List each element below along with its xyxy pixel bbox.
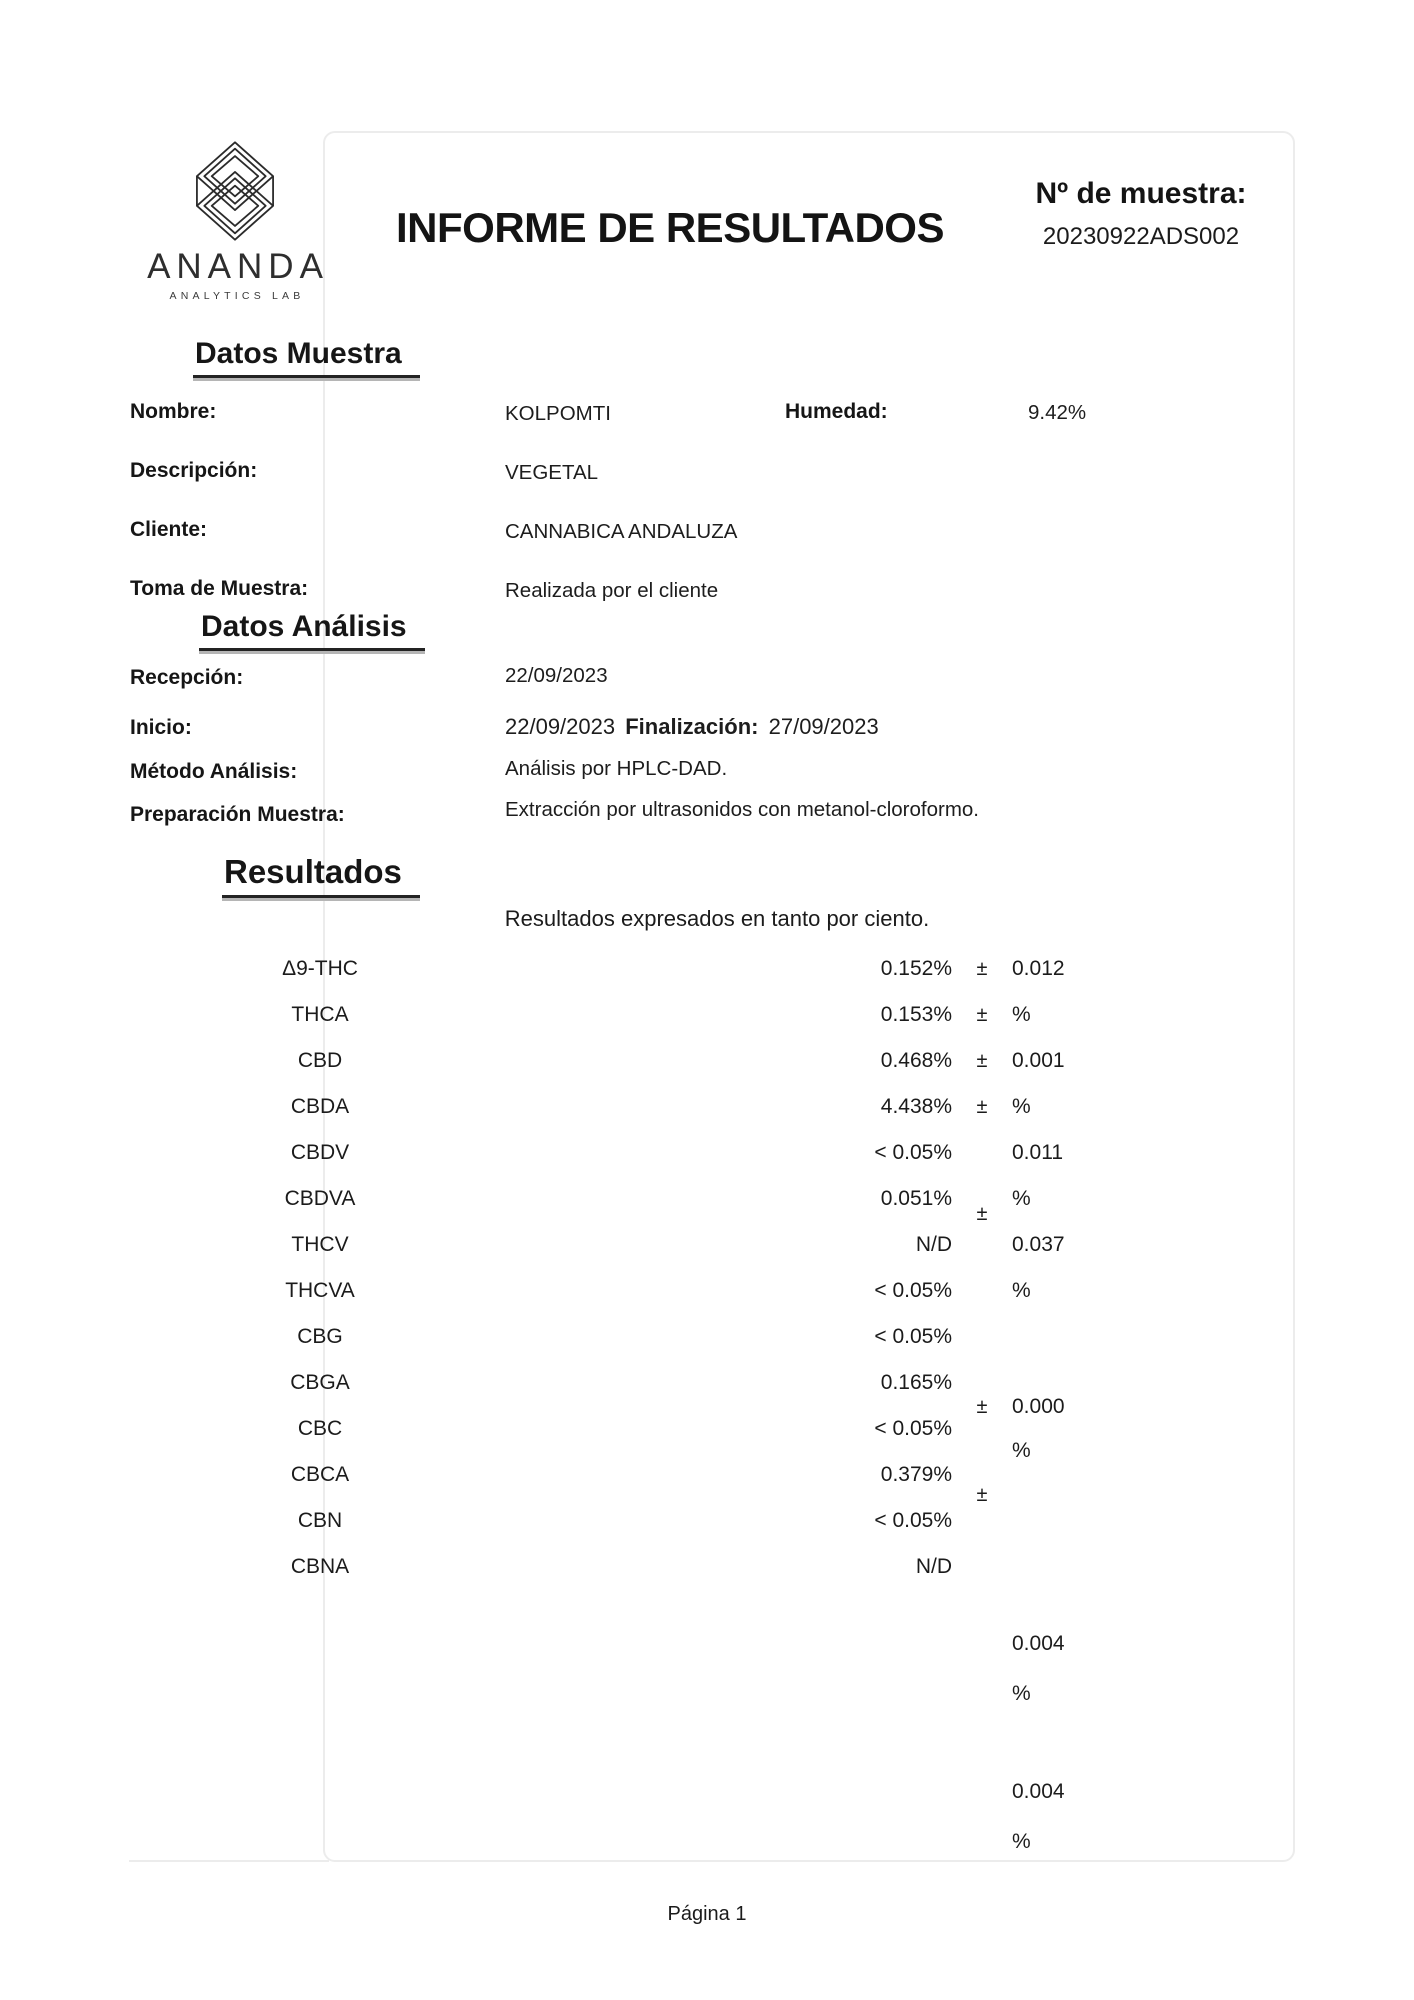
analyte-name: Δ9-THC [282,957,358,980]
field-label-preparacion-muestra: Preparación Muestra: [130,803,345,826]
plus-minus-sign: ± [976,1203,988,1225]
analyte-value: < 0.05% [874,1279,952,1302]
result-row-thcva [150,1268,1160,1314]
analyte-value: N/D [915,1233,952,1256]
result-row-cbdva [150,1176,1160,1225]
plus-minus-sign: ± [976,1096,988,1118]
analyte-name: CBNA [290,1555,350,1578]
analyte-value: 0.379% [880,1463,952,1486]
page-title: INFORME DE RESULTADOS [396,204,944,251]
result-row-d9-thc [150,946,1160,992]
content-frame-bottom-rule [129,1860,329,1862]
analyte-value: < 0.05% [874,1325,952,1348]
result-row-cbn [150,1498,1160,1544]
field-value-descripcion: VEGETAL [505,461,599,484]
sample-number-value: 20230922ADS002 [1042,223,1240,250]
field-label-descripcion: Descripción: [130,459,258,482]
analyte-uncertainty: % [1012,1279,1031,1302]
analyte-name: THCA [291,1003,349,1026]
ananda-hexagon-logo-icon [182,136,288,246]
analyte-name: CBDVA [284,1187,356,1210]
uncertainty-unit: % [1012,1830,1031,1853]
analyte-value: 0.165% [880,1371,952,1394]
plus-minus-sign: ± [976,1484,988,1506]
trailing-uncertainty-2 [1012,1780,1152,1854]
field-value-humedad: 9.42% [1028,401,1087,424]
field-label-recepcion: Recepción: [130,666,244,689]
field-value-recepcion: 22/09/2023 [505,664,608,687]
section-heading-datos-muestra: Datos Muestra [193,337,420,378]
analyte-value: 0.153% [880,1003,952,1026]
analyte-name: CBG [297,1325,343,1348]
analyte-name: CBCA [290,1463,350,1486]
analyte-value: N/D [915,1555,952,1578]
analyte-name: CBD [297,1049,343,1072]
analyte-name: THCV [291,1233,349,1256]
field-label-metodo-analisis: Método Análisis: [130,760,298,783]
analyte-uncertainty: 0.037 [1012,1233,1065,1256]
analyte-value: 0.152% [880,957,952,980]
sample-number-label: Nº de muestra: [1035,177,1247,210]
plus-minus-sign: ± [976,958,988,980]
field-label-cliente: Cliente: [130,518,208,541]
analyte-uncertainty: 0.000 [1012,1395,1065,1418]
results-note: Resultados expresados en tanto por ciento. [504,906,930,931]
section-heading-datos-analisis: Datos Análisis [199,610,425,651]
analyte-name: CBDV [290,1141,350,1164]
finalizacion-date: 27/09/2023 [768,714,879,739]
result-row-cbna [150,1544,1160,1590]
analyte-value: 4.438% [880,1095,952,1118]
plus-minus-sign: ± [976,1050,988,1072]
page-number: Página 1 [667,1903,747,1925]
field-label-nombre: Nombre: [130,400,217,423]
result-row-cbc [150,1406,1160,1462]
field-value-inicio [505,714,879,740]
uncertainty-value: 0.004 [1012,1632,1065,1655]
results-table [150,946,1160,1590]
field-label-toma-de-muestra: Toma de Muestra: [130,577,309,600]
analyte-uncertainty: 0.011 [1012,1141,1063,1164]
analyte-name: CBN [297,1509,343,1532]
analyte-value: < 0.05% [874,1417,952,1440]
field-value-cliente: CANNABICA ANDALUZA [505,520,738,543]
analyte-value: 0.051% [880,1187,952,1210]
analyte-name: CBC [297,1417,343,1440]
field-value-toma-de-muestra: Realizada por el cliente [505,579,719,602]
analyte-value: < 0.05% [874,1509,952,1532]
analyte-uncertainty: 0.001 [1012,1049,1065,1072]
result-row-cbg [150,1314,1160,1360]
lab-logo [128,136,342,302]
uncertainty-unit: % [1012,1682,1031,1705]
plus-minus-sign: ± [976,1396,988,1418]
trailing-uncertainty-1 [1012,1632,1152,1706]
analyte-uncertainty: % [1012,1187,1031,1210]
section-heading-resultados: Resultados [222,853,420,898]
analyte-value: 0.468% [880,1049,952,1072]
finalizacion-label: Finalización: [625,714,759,739]
logo-subtitle: ANALYTICS LAB [169,290,305,302]
analyte-value: < 0.05% [874,1141,952,1164]
analyte-uncertainty: % [1012,1003,1031,1026]
field-value-preparacion-muestra: Extracción por ultrasonidos con metanol-cloroformo. [505,798,979,821]
inicio-date: 22/09/2023 [505,714,616,739]
result-row-cbda [150,1084,1160,1130]
analyte-name: THCVA [285,1279,355,1302]
analyte-name: CBGA [290,1371,350,1394]
analyte-uncertainty: % [1012,1095,1031,1118]
result-row-thcv [150,1222,1160,1268]
sample-number-block [995,177,1287,251]
analyte-uncertainty: 0.012 [1012,957,1065,980]
result-row-cbdv [150,1130,1160,1176]
field-label-inicio: Inicio: [130,716,192,739]
analyte-uncertainty: % [1012,1439,1031,1462]
plus-minus-sign: ± [976,1004,988,1026]
result-row-thca [150,992,1160,1038]
result-row-cbga [150,1360,1160,1418]
logo-name: ANANDA [147,247,329,286]
field-value-nombre: KOLPOMTI [505,402,611,425]
result-row-cbca [150,1452,1160,1506]
analyte-name: CBDA [290,1095,350,1118]
uncertainty-value: 0.004 [1012,1780,1065,1803]
result-row-cbd [150,1038,1160,1084]
field-label-humedad: Humedad: [785,400,888,423]
field-value-metodo-analisis: Análisis por HPLC-DAD. [505,757,728,780]
